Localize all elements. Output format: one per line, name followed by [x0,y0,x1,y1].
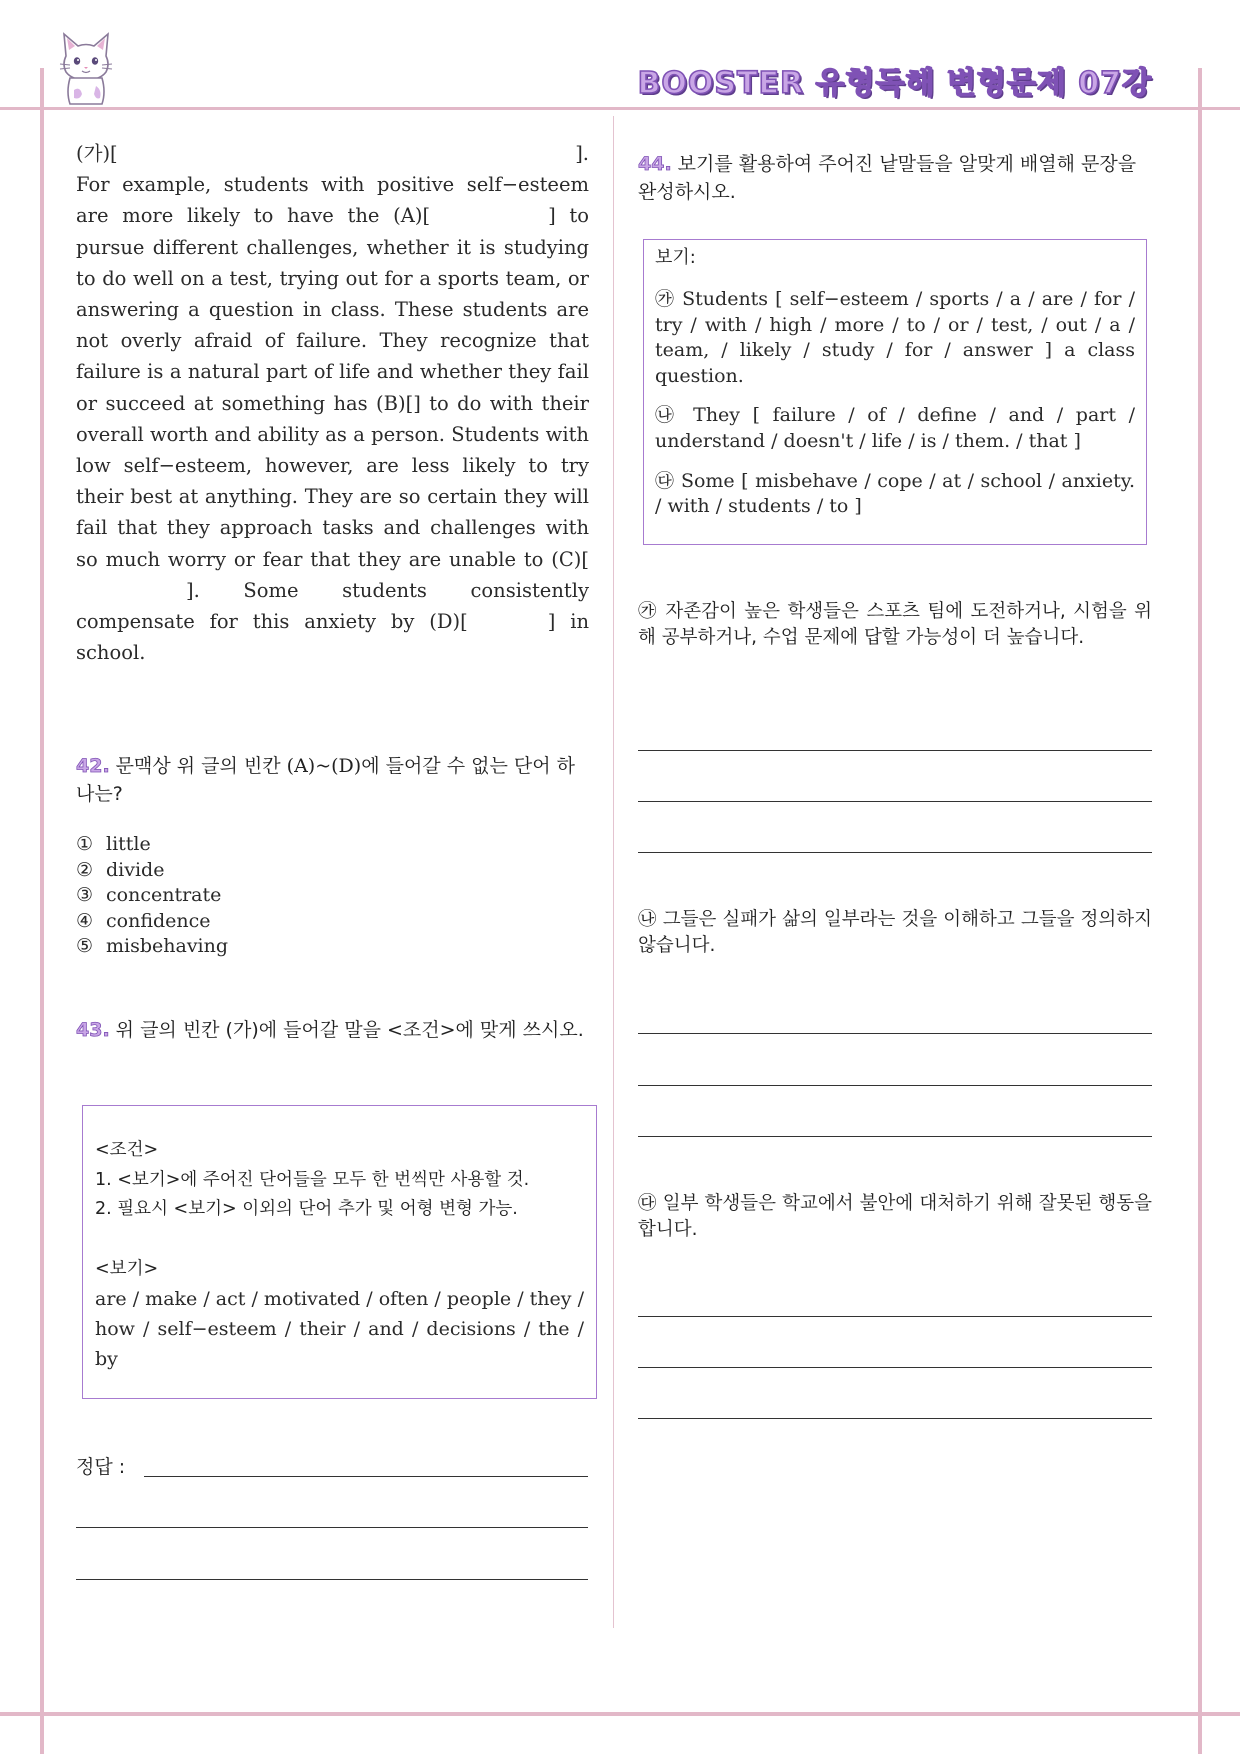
bogi-label: 보기: [655,247,696,268]
answer-line-da-1[interactable] [638,1316,1152,1317]
passage-text-1: For example, students with positive self−esteem are more likely to have the (A)[ [76,173,589,228]
answer-line-da-2[interactable] [638,1367,1152,1368]
column-divider [613,116,614,1628]
question-44-number: 44. [638,153,672,175]
answer-line-1[interactable] [144,1476,588,1477]
answer-line-ga-3[interactable] [638,852,1152,853]
footer-divider [0,1712,1240,1716]
passage-text-4: ]. Some students consistently compensate for this anxiety by (D)[ [76,578,589,634]
bogi-title: <보기> [95,1258,159,1279]
option-3[interactable]: ③ concentrate [76,884,222,907]
condition-1: 1. <보기>에 주어진 단어들을 모두 한 번씩만 사용할 것. [95,1169,530,1190]
answer-line-na-3[interactable] [638,1136,1152,1137]
scramble-item-ga: ㉮ Students [ self−esteem / sports / a / are / for / try / with / high / more / to / or / test, / out / a / team, / likely / study / for / answer ] a class question. [655,288,1135,387]
passage-text-5: ] in school. [76,610,589,665]
answer-line-na-1[interactable] [638,1033,1152,1034]
reading-passage [76,138,589,668]
question-43-number: 43. [76,1019,110,1041]
answer-line-da-3[interactable] [638,1418,1152,1419]
page-title: BOOSTER 유형독해 변형문제 07강 [637,66,1152,101]
condition-box [82,1105,597,1399]
option-5[interactable]: ⑤ misbehaving [76,935,229,958]
condition-title: <조건> [95,1140,159,1160]
option-2[interactable]: ② divide [76,858,165,881]
question-42-prompt-pre: 문맥상 위 글의 빈칸 [115,755,287,777]
header-divider [0,107,1240,110]
option-4[interactable]: ④ confidence [76,909,211,932]
answer-line-3[interactable] [76,1579,588,1580]
answer-line-2[interactable] [76,1527,588,1528]
question-43 [76,1016,588,1044]
answer-options [76,832,576,960]
korean-prompt-ga: ㉮ 자존감이 높은 학생들은 스포츠 팀에 도전하거나, 시험을 위해 공부하거나, 수업 문제에 답할 가능성이 더 높습니다. [638,601,1152,648]
condition-2: 2. 필요시 <보기> 이외의 단어 추가 및 어형 변형 가능. [95,1199,518,1219]
frame-left-border [40,68,44,1754]
bogi-box [643,239,1147,545]
question-43-prompt: 위 글의 빈칸 (가)에 들어갈 말을 <조건>에 맞게 쓰시오. [115,1019,584,1041]
cat-logo-icon [56,30,116,106]
question-42-prompt-post: 에 들어갈 수 없는 단어 하나는? [76,755,575,805]
passage-text-2: ] to pursue different challenges, whether it is studying to do well on a test, trying out for a sports team, or answering a question in class. These students are not overly afraid of failure. They recognize that failure is a natural part of life and whether they fail or succeed at something has (B)[ [76,204,589,415]
frame-right-border [1198,68,1202,1754]
korean-prompt-na: ㉯ 그들은 실패가 삶의 일부라는 것을 이해하고 그들을 정의하지 않습니다. [638,909,1152,956]
question-42 [76,752,588,808]
scramble-item-na: ㉯ They [ failure / of / define / and / part / understand / doesn't / life / is / them. / that ] [655,404,1135,452]
option-1[interactable]: ① little [76,833,151,855]
korean-prompt-da: ㉰ 일부 학생들은 학교에서 불안에 대처하기 위해 잘못된 행동을 합니다. [638,1193,1152,1240]
answer-label: 정답 : [76,1456,126,1478]
question-44-prompt: 보기를 활용하여 주어진 낱말들을 알맞게 배열해 문장을 완성하시오. [638,153,1137,203]
answer-line-ga-1[interactable] [638,750,1152,751]
question-42-number: 42. [76,755,110,777]
question-42-prompt-mid: (A)~(D) [286,755,362,777]
question-44 [638,150,1152,206]
passage-text-3: ] to do with their overall worth and ability as a person. Students with low self−esteem, however, are less likely to try their best at anything. They are so certain they will fail that they approach tasks and challenges with so much worry or fear that they are unable to (C)[ [76,391,589,571]
passage-blank-ga-close: ]. [575,142,589,165]
bogi-word-list: are / make / act / motivated / often / people / they / how / self−esteem / their / and / decisions / the / by [95,1288,584,1370]
answer-line-ga-2[interactable] [638,801,1152,802]
scramble-item-da: ㉰ Some [ misbehave / cope / at / school / anxiety. / with / students / to ] [655,469,1135,518]
passage-blank-ga-open: (가)[ [76,142,118,165]
answer-line-na-2[interactable] [638,1085,1152,1086]
